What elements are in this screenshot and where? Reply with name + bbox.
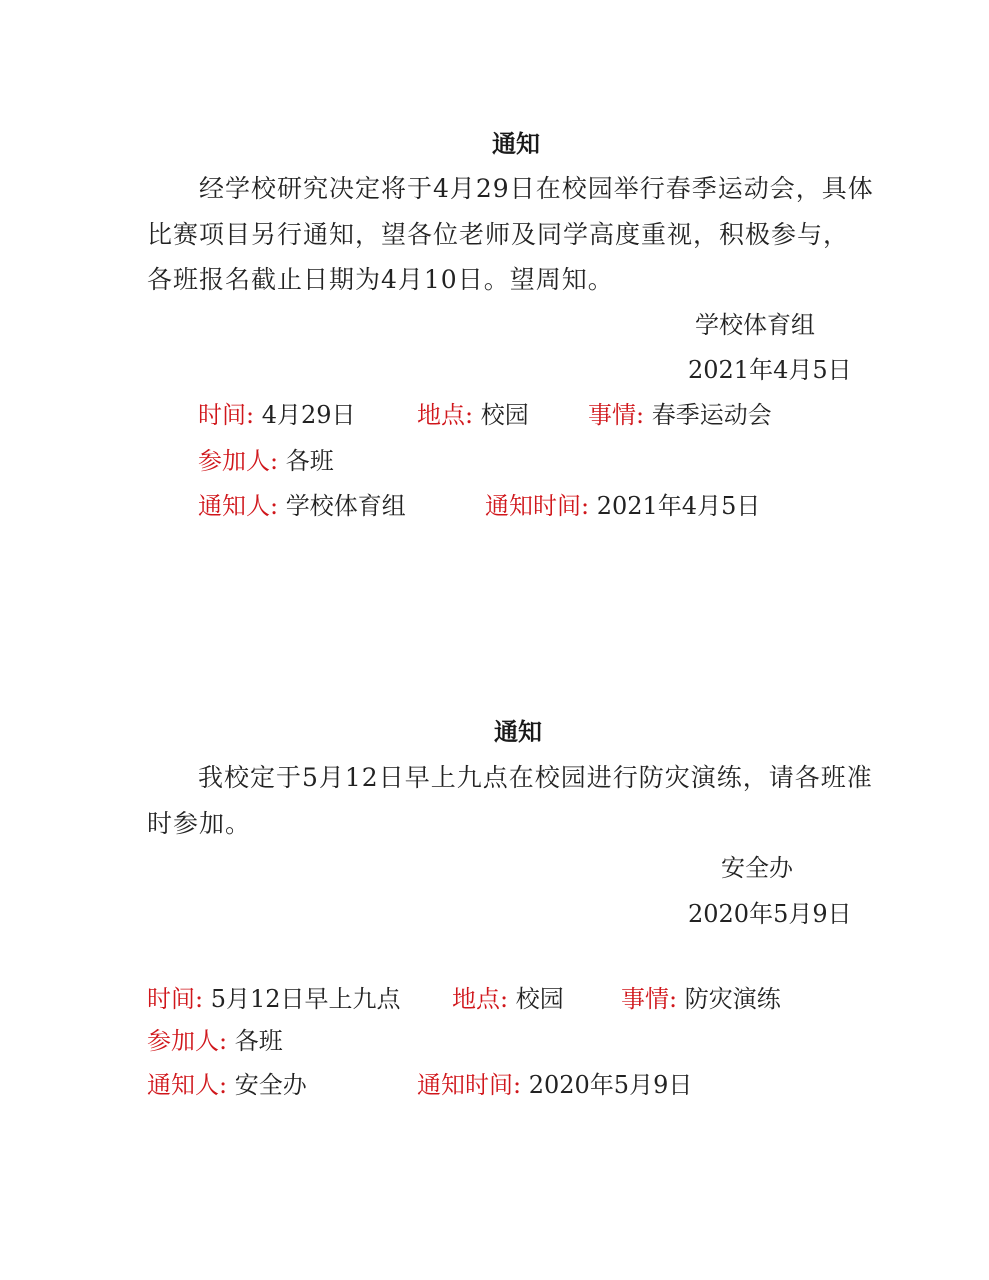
notice-1-notice-time-field: [485, 494, 760, 518]
notice-2-notifier-field: [147, 1073, 307, 1097]
notice-2-participants-field: [147, 1029, 283, 1053]
notifier-value: 安全办: [234, 1071, 307, 1099]
notice-time-label: 通知时间:: [417, 1071, 522, 1099]
notice-2-time-field: [147, 987, 401, 1011]
notifier-label: 通知人:: [198, 492, 279, 520]
notice-1-signature: 学校体育组: [695, 311, 815, 339]
notice-1-body-line-2: 比赛项目另行通知，望各位老师及同学高度重视，积极参与，: [147, 220, 850, 249]
time-label: 时间:: [198, 401, 255, 429]
participants-label: 参加人:: [147, 1027, 228, 1055]
event-value: 防灾演练: [684, 985, 781, 1013]
notice-1-title: 通知: [492, 129, 540, 158]
notice-2-event-field: [621, 987, 781, 1011]
notice-time-value: 2020年5月9日: [528, 1071, 693, 1099]
notice-1-event-field: [588, 403, 772, 427]
event-label: 事情:: [621, 985, 678, 1013]
notice-1-place-field: [417, 403, 529, 427]
notice-1-date: 2021年4月5日: [688, 356, 852, 384]
event-label: 事情:: [588, 401, 645, 429]
notice-2-date: 2020年5月9日: [688, 900, 852, 928]
time-value: 5月12日早上九点: [210, 985, 401, 1013]
notice-2-title: 通知: [494, 717, 542, 746]
place-value: 校园: [515, 985, 564, 1013]
notice-time-value: 2021年4月5日: [596, 492, 761, 520]
notice-time-label: 通知时间:: [485, 492, 590, 520]
notifier-label: 通知人:: [147, 1071, 228, 1099]
notifier-value: 学校体育组: [285, 492, 406, 520]
event-value: 春季运动会: [651, 401, 772, 429]
notice-1-participants-field: [198, 449, 334, 473]
notice-2-notice-time-field: [417, 1073, 692, 1097]
notice-1-body-line-1: 经学校研究决定将于4月29日在校园举行春季运动会，具体: [199, 174, 874, 203]
place-label: 地点:: [417, 401, 474, 429]
notice-2-place-field: [452, 987, 564, 1011]
notice-1-notifier-field: [198, 494, 406, 518]
notice-2-body-line-1: 我校定于5月12日早上九点在校园进行防灾演练，请各班准: [198, 763, 873, 792]
place-label: 地点:: [452, 985, 509, 1013]
participants-value: 各班: [285, 447, 334, 475]
notice-2-body-line-2: 时参加。: [147, 809, 252, 838]
notice-2-signature: 安全办: [721, 854, 793, 882]
participants-label: 参加人:: [198, 447, 279, 475]
participants-value: 各班: [234, 1027, 283, 1055]
notice-1-time-field: [198, 403, 356, 427]
notice-1-body-line-3: 各班报名截止日期为4月10日。望周知。: [147, 265, 614, 294]
time-value: 4月29日: [261, 401, 356, 429]
place-value: 校园: [480, 401, 529, 429]
time-label: 时间:: [147, 985, 204, 1013]
